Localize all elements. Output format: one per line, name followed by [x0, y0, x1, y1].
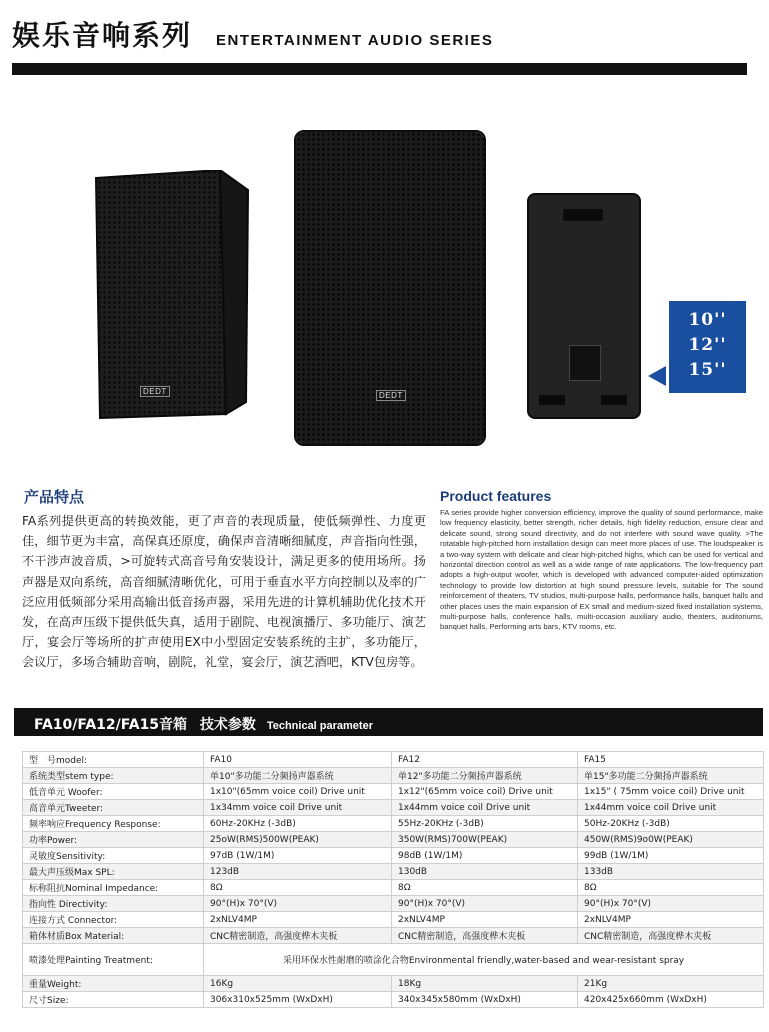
spec-value: 8Ω — [204, 880, 392, 896]
spec-value: 55Hz-20KHz (-3dB) — [392, 816, 578, 832]
spec-value: FA10 — [204, 752, 392, 768]
spec-value: 16Kg — [204, 976, 392, 992]
features-body-en: FA series provide higher conversion efficiency, improve the quality of sound performance, make low frequency elasticity, better strength, richer details, high fidelity reduction, ensure clear and delicate sound, strong sound directivity, and do not interfere with sound wave quality. >The rotatable high-pitched horn installation design can meet more places of use. The loudspeaker is a two-way system with delicate and clear high-pitched highs, which can be used for vertical and horizontal direction control as well as a wide range of rate applications. The low-frequency part adopts a high-output woofer, which is developed with advanced computer-aided optimization technology to provide low distortion at high sound pressure levels, suitable for The sound reinforcement of theaters, TV studios, multi-purpose halls, performance halls, banquet halls and other places uses the main expansion of EX small and medium-sized fixed installation systems, multi-purpose halls, conference halls, multi-occasion auxiliary audio, theaters, auditoriums, banquet halls, Performing arts bars, KTV rooms, etc. — [440, 508, 763, 632]
spec-label: 灵敏度Sensitivity: — [23, 848, 204, 864]
spec-value: 1x15" ( 75mm voice coil) Drive unit — [578, 784, 764, 800]
spec-value: 350W(RMS)700W(PEAK) — [392, 832, 578, 848]
table-row — [23, 944, 764, 976]
spec-table-header — [14, 708, 763, 736]
page-subtitle: ENTERTAINMENT AUDIO SERIES — [216, 32, 494, 49]
rear-handle-left — [539, 395, 565, 405]
spec-value: 420x425x660mm (WxDxH) — [578, 992, 764, 1008]
spec-label: 低音单元 Woofer: — [23, 784, 204, 800]
speaker-angled-cabinet — [92, 170, 252, 422]
table-row — [23, 880, 764, 896]
table-row — [23, 992, 764, 1008]
spec-value: 50Hz-20KHz (-3dB) — [578, 816, 764, 832]
spec-value: 306x310x525mm (WxDxH) — [204, 992, 392, 1008]
spec-value: 单15"多功能二分频扬声器系统 — [578, 768, 764, 784]
speaker-image-rear — [527, 193, 641, 419]
spec-table-body — [23, 752, 764, 1008]
spec-title-model: FA10/FA12/FA15音箱 — [34, 717, 188, 733]
spec-value: 90°(H)x 70°(V) — [578, 896, 764, 912]
spec-value: 25oW(RMS)500W(PEAK) — [204, 832, 392, 848]
spec-value: 90°(H)x 70°(V) — [392, 896, 578, 912]
table-row — [23, 976, 764, 992]
spec-label: 系统类型stem type: — [23, 768, 204, 784]
size-badge — [669, 301, 746, 393]
spec-value: 2xNLV4MP — [392, 912, 578, 928]
rear-handle-top — [563, 209, 603, 221]
spec-table — [22, 751, 764, 1008]
spec-value: CNC精密制造，高强度桦木夹板 — [204, 928, 392, 944]
table-row — [23, 928, 764, 944]
table-row — [23, 800, 764, 816]
spec-value: 60Hz-20KHz (-3dB) — [204, 816, 392, 832]
spec-label: 重量Weight: — [23, 976, 204, 992]
spec-value: CNC精密制造，高强度桦木夹板 — [392, 928, 578, 944]
speaker-image-angled — [92, 170, 252, 422]
rear-connector-panel — [569, 345, 601, 381]
spec-label: 功率Power: — [23, 832, 204, 848]
spec-label: 喷漆处理Painting Treatment: — [23, 944, 204, 976]
header-rule — [12, 63, 747, 75]
spec-value: 1x44mm voice coil Drive unit — [578, 800, 764, 816]
spec-label: 频率响应Frequency Response: — [23, 816, 204, 832]
spec-value: 采用环保水性耐磨的喷涂化合物Environmental friendly,water-based and wear-resistant spray — [204, 944, 764, 976]
table-row — [23, 752, 764, 768]
spec-label: 标称阻抗Nominal Impedance: — [23, 880, 204, 896]
table-row — [23, 832, 764, 848]
spec-value: 21Kg — [578, 976, 764, 992]
brand-logo: DEDT — [376, 390, 406, 401]
spec-value: 1x44mm voice coil Drive unit — [392, 800, 578, 816]
page-title: 娱乐音响系列 — [12, 19, 193, 52]
spec-value: 18Kg — [392, 976, 578, 992]
spec-value: 99dB (1W/1M) — [578, 848, 764, 864]
spec-value: 123dB — [204, 864, 392, 880]
size-10: 10'' — [688, 310, 727, 330]
spec-table-title — [34, 714, 373, 734]
spec-value: FA15 — [578, 752, 764, 768]
spec-label: 型 号model: — [23, 752, 204, 768]
table-row — [23, 784, 764, 800]
table-row — [23, 912, 764, 928]
spec-value: 90°(H)x 70°(V) — [204, 896, 392, 912]
spec-value: 1x10"(65mm voice coil) Drive unit — [204, 784, 392, 800]
spec-value: 133dB — [578, 864, 764, 880]
spec-value: 98dB (1W/1M) — [392, 848, 578, 864]
spec-value: 单10"多功能二分频扬声器系统 — [204, 768, 392, 784]
table-row — [23, 816, 764, 832]
spec-value: FA12 — [392, 752, 578, 768]
spec-value: 340x345x580mm (WxDxH) — [392, 992, 578, 1008]
rear-handle-right — [601, 395, 627, 405]
table-row — [23, 848, 764, 864]
spec-value: 2xNLV4MP — [578, 912, 764, 928]
features-body-cn: FA系列提供更高的转换效能，更了声音的表现质量，使低频弹性、力度更佳，细节更为丰富，高保真还原度，确保声音清晰细腻度，声音指向性强，不干涉声波音质，>可旋转式高音号角安装设计，满足更多的使用场所。扬声器是双向系统，高音细腻清晰优化，可用于垂直水平方向控制以及率的广泛应用低频部分采用高输出低音扬声器，采用先进的计算机辅助优化技术开发，在高声压级下提供低失真，适用于剧院、电视演播厅、多功能厅、演艺厅，宴会厅等场所的扩声使用EX中小型固定安装系统的主扩，多功能厅，会议厅，多场合辅助音响，剧院，礼堂，宴会厅，演艺酒吧，KTV包房等。 — [22, 514, 426, 670]
spec-label: 连接方式 Connector: — [23, 912, 204, 928]
spec-label: 箱体材质Box Material: — [23, 928, 204, 944]
spec-value: 8Ω — [578, 880, 764, 896]
spec-label: 高音单元Tweeter: — [23, 800, 204, 816]
spec-label: 尺寸Size: — [23, 992, 204, 1008]
spec-value: 97dB (1W/1M) — [204, 848, 392, 864]
brand-logo: DEDT — [140, 386, 170, 397]
spec-label: 最大声压级Max SPL: — [23, 864, 204, 880]
table-row — [23, 864, 764, 880]
size-12: 12'' — [688, 335, 727, 355]
spec-value: 450W(RMS)9o0W(PEAK) — [578, 832, 764, 848]
spec-value: 1x34mm voice coil Drive unit — [204, 800, 392, 816]
spec-value: 8Ω — [392, 880, 578, 896]
spec-value: 130dB — [392, 864, 578, 880]
spec-value: 2xNLV4MP — [204, 912, 392, 928]
size-15: 15'' — [688, 360, 727, 380]
size-pointer-arrow — [648, 366, 666, 386]
spec-label: 指向性 Directivity: — [23, 896, 204, 912]
spec-title-en: Technical parameter — [266, 720, 373, 732]
table-row — [23, 768, 764, 784]
spec-value: 1x12"(65mm voice coil) Drive unit — [392, 784, 578, 800]
spec-title-tech: 技术参数 — [199, 717, 256, 733]
speaker-image-front — [294, 130, 486, 446]
spec-value: 单12"多功能二分频扬声器系统 — [392, 768, 578, 784]
table-row — [23, 896, 764, 912]
spec-value: CNC精密制造，高强度桦木夹板 — [578, 928, 764, 944]
features-title-cn: 产品特点 — [24, 488, 85, 506]
features-title-en: Product features — [440, 488, 552, 504]
